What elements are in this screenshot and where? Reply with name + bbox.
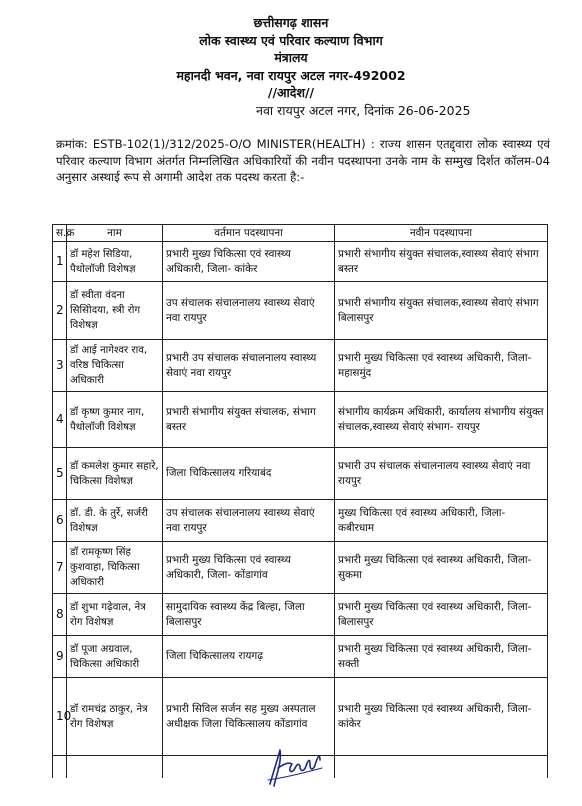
office-address: महानदी भवन, नवा रायपुर अटल नगर-492002 <box>176 67 406 83</box>
table-header-row <box>53 225 548 242</box>
department-name: लोक स्वास्थ्य एवं परिवार कल्याण विभाग <box>199 32 383 48</box>
table-row <box>53 392 548 448</box>
table-row <box>53 500 548 542</box>
empty-cell <box>67 756 163 778</box>
new-posting-cell: प्रभारी मुख्य चिकित्सा एवं स्वास्थ्य अधिकारी, जिला- महासमुंद <box>335 340 548 392</box>
current-posting-cell: प्रभारी सिविल सर्जन सह मुख्य अस्पताल अधीक्षक जिला चिकित्सालय कोंडागांव <box>163 678 335 756</box>
new-posting-cell: प्रभारी मुख्य चिकित्सा एवं स्वास्थ्य अधिकारी, जिला- सुकमा <box>335 542 548 594</box>
new-posting-cell: संभागीय कार्यक्रम अधिकारी, कार्यालय संभागीय संयुक्त संचालक,स्वास्थ्य सेवाएं संभाग- रायपुर <box>335 392 548 448</box>
current-posting-cell: उप संचालक संचालनालय स्वास्थ्य सेवाएं नवा रायपुर <box>163 500 335 542</box>
new-posting-cell: प्रभारी मुख्य चिकित्सा एवं स्वास्थ्य अधिकारी, जिला- बिलासपुर <box>335 594 548 636</box>
empty-cell <box>335 756 548 778</box>
table-row <box>53 594 548 636</box>
name-cell: डॉ महेश सिडिया, पैथोलॉजी विशेषज्ञ <box>67 242 163 282</box>
order-date: नवा रायपुर अटल नगर, दिनांक 26-06-2025 <box>256 103 471 118</box>
document-header <box>0 14 582 102</box>
new-posting-cell: प्रभारी मुख्य चिकित्सा एवं स्वास्थ्य अधिकारी, जिला- सक्ती <box>335 636 548 678</box>
serial-cell: 10 <box>53 678 67 756</box>
new-posting-cell: प्रभारी मुख्य चिकित्सा एवं स्वास्थ्य अधिकारी, जिला- कांकेर <box>335 678 548 756</box>
handwritten-signature <box>264 740 326 792</box>
order-title: //आदेश// <box>267 85 315 100</box>
current-posting-cell: उप संचालक संचालनालय स्वास्थ्य सेवाएं नवा रायपुर <box>163 282 335 340</box>
table-row <box>53 282 548 340</box>
name-cell: डॉ कमलेश कुमार सहारे, चिकित्सा विशेषज्ञ <box>67 448 163 500</box>
current-posting-cell: सामुदायिक स्वास्थ्य केंद्र बिल्हा, जिला बिलासपुर <box>163 594 335 636</box>
header-new-posting: नवीन पदस्थापना <box>335 225 548 242</box>
name-cell: डॉ कृष्ण कुमार नाग, पैथोलॉजी विशेषज्ञ <box>67 392 163 448</box>
serial-cell: 1 <box>53 242 67 282</box>
table-row <box>53 448 548 500</box>
name-cell: डॉ आई नागेश्वर राव, वरिष्ठ चिकित्सा अधिकारी <box>67 340 163 392</box>
current-posting-cell: जिला चिकित्सालय रायगढ़ <box>163 636 335 678</box>
name-cell: डॉ रामकृष्ण सिंह कुशवाहा, चिकित्सा अधिकारी <box>67 542 163 594</box>
header-name: नाम <box>67 225 163 242</box>
new-posting-cell: प्रभारी उप संचालक संचालनालय स्वास्थ्य सेवाएं नवा रायपुर <box>335 448 548 500</box>
order-reference-number: ESTB-102(1)/312/2025-O/O MINISTER(HEALTH) <box>92 137 366 151</box>
current-posting-cell: प्रभारी मुख्य चिकित्सा एवं स्वास्थ्य अधिकारी, जिला- कांकेर <box>163 242 335 282</box>
serial-cell: 3 <box>53 340 67 392</box>
ministry-label: मंत्रालय <box>274 50 308 65</box>
current-posting-cell: जिला चिकित्सालय गरियाबंद <box>163 448 335 500</box>
serial-cell: 6 <box>53 500 67 542</box>
new-posting-cell: मुख्य चिकित्सा एवं स्वास्थ्य अधिकारी, जिला- कबीरधाम <box>335 500 548 542</box>
table-row <box>53 340 548 392</box>
serial-cell: 2 <box>53 282 67 340</box>
table-row <box>53 242 548 282</box>
current-posting-cell: प्रभारी उप संचालक संचालनालय स्वास्थ्य सेवाएं नवा रायपुर <box>163 340 335 392</box>
serial-cell: 7 <box>53 542 67 594</box>
posting-table <box>52 224 548 778</box>
name-cell: डॉ रामचंद्र ठाकुर, नेत्र रोग विशेषज्ञ <box>67 678 163 756</box>
order-intro-paragraph <box>56 136 550 186</box>
government-name: छत्तीसगढ़ शासन <box>253 15 329 30</box>
serial-cell: 9 <box>53 636 67 678</box>
serial-cell: 8 <box>53 594 67 636</box>
serial-cell: 4 <box>53 392 67 448</box>
header-serial: स.क्र <box>53 225 67 242</box>
name-cell: डॉ. डी. के तुर्रे, सर्जरी विशेषज्ञ <box>67 500 163 542</box>
empty-cell <box>53 756 67 778</box>
new-posting-cell: प्रभारी संभागीय संयुक्त संचालक,स्वास्थ्य सेवाएं संभाग बस्तर <box>335 242 548 282</box>
order-number-prefix: क्रमांक: <box>56 137 88 151</box>
table-row <box>53 542 548 594</box>
serial-cell: 5 <box>53 448 67 500</box>
new-posting-cell: प्रभारी संभागीय संयुक्त संचालक,स्वास्थ्य सेवाएं संभाग बिलासपुर <box>335 282 548 340</box>
name-cell: डॉ पूजा अग्रवाल, चिकित्सा अधिकारी <box>67 636 163 678</box>
table-row <box>53 636 548 678</box>
name-cell: डॉ शुभा गढ़ेवाल, नेत्र रोग विशेषज्ञ <box>67 594 163 636</box>
name-cell: डॉ स्वीता वंदना सिसिोदया, स्त्री रोग विशेषज्ञ <box>67 282 163 340</box>
current-posting-cell: प्रभारी संभागीय संयुक्त संचालक, संभाग बस्तर <box>163 392 335 448</box>
current-posting-cell: प्रभारी मुख्य चिकित्सा एवं स्वास्थ्य अधिकारी, जिला- कोंडागांव <box>163 542 335 594</box>
header-current-posting: वर्तमान पदस्थापना <box>163 225 335 242</box>
order-intro-text: : राज्य शासन एतद्द्वारा लोक स्वास्थ्य एवं परिवार कल्याण विभाग अंतर्गत निम्नलिखित अधिकारियों की नवीन पदस्थापना उनके नाम के सम्मुख दिर्शत कॉलम-04 अनुसार अस्थाई रूप से अगामी आदेश तक पदस्थ करता है:- <box>56 137 550 184</box>
